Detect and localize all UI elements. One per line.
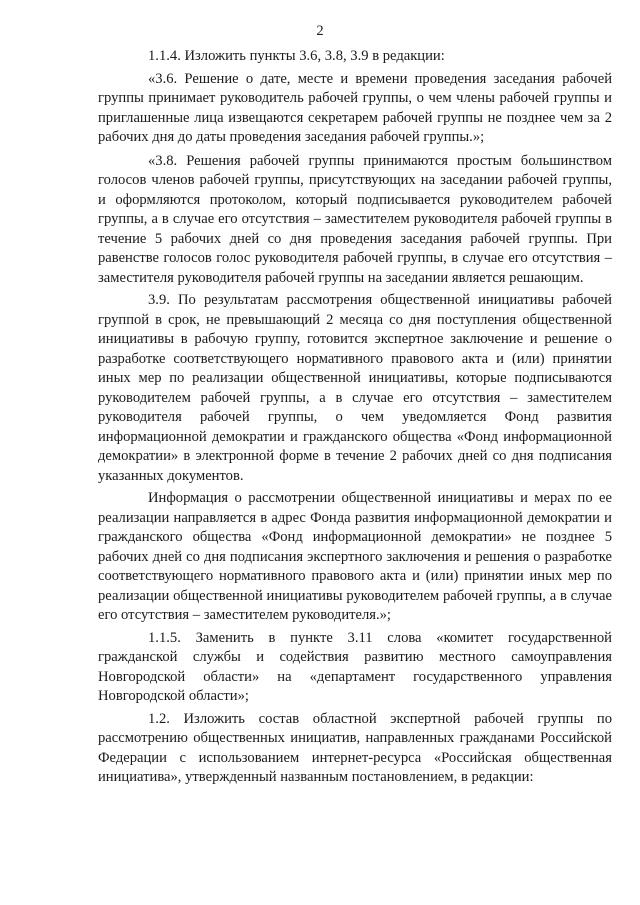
paragraph-1-1-5: 1.1.5. Заменить в пункте 3.11 слова «комитет государственной гражданской службы и содействия развитию местного самоуправления Новгородской области» на «департамент государственного управления Новгородской области»;: [98, 629, 612, 704]
page-number: 2: [316, 23, 324, 39]
paragraph-3-8: «3.8. Решения рабочей группы принимаются простым большинством голосов членов рабочей группы, присутствующих на заседании рабочей группы, и оформляются протоколом, который подписывается руководителем рабочей группы, а в случае его отсутствия – заместителем руководителя рабочей группы в течение 5 рабочих дней со дня проведения заседания рабочей группы. При равенстве голосов голос руководителя рабочей группы, в случае его отсутствия – заместителя руководителя рабочей группы на заседании является решающим.: [98, 152, 612, 286]
paragraph-3-6: «3.6. Решение о дате, месте и времени проведения заседания рабочей группы принимает руководитель рабочей группы, о чем члены рабочей группы и приглашенные лица извещаются секретарем рабочей группы не позднее чем за 2 рабочих дня до даты проведения заседания рабочей группы.»;: [98, 70, 612, 145]
paragraph-1-2: 1.2. Изложить состав областной экспертной рабочей группы по рассмотрению общественных инициатив, направленных гражданами Российской Федерации с использованием интернет-ресурса «Российская общественная инициатива», утвержденный названным постановлением, в редакции:: [98, 710, 612, 785]
document-body: [98, 47, 612, 791]
paragraph-3-9: 3.9. По результатам рассмотрения общественной инициативы рабочей группой в срок, не превышающий 2 месяца со дня поступления общественной инициативы в рабочую группу, готовится экспертное заключение и решение о разработке соответствующего нормативного правового акта и (или) принятии иных мер по реализации общественной инициативы, которые подписываются руководителем рабочей группы, а в случае его отсутствия – заместителем руководителя рабочей группы, о чем уведомляется Фонд развития информационной демократии и гражданского общества «Фонд информационной демократии» в электронной форме в течение 2 рабочих дней со дня подписания указанных документов.: [98, 292, 612, 484]
paragraph-information: Информация о рассмотрении общественной инициативы и мерах по ее реализации направляется в адрес Фонда развития информационной демократии и гражданского общества «Фонд информационной демократии» не позднее 5 рабочих дней со дня подписания экспертного заключения и решения о разработке соответствующего нормативного правового акта и (или) принятии иных мер по реализации общественной инициативы руководителем рабочей группы, а в случае его отсутствия – заместителем руководителя.»;: [98, 490, 612, 623]
paragraph-1-1-4: 1.1.4. Изложить пункты 3.6, 3.8, 3.9 в редакции:: [148, 48, 445, 64]
